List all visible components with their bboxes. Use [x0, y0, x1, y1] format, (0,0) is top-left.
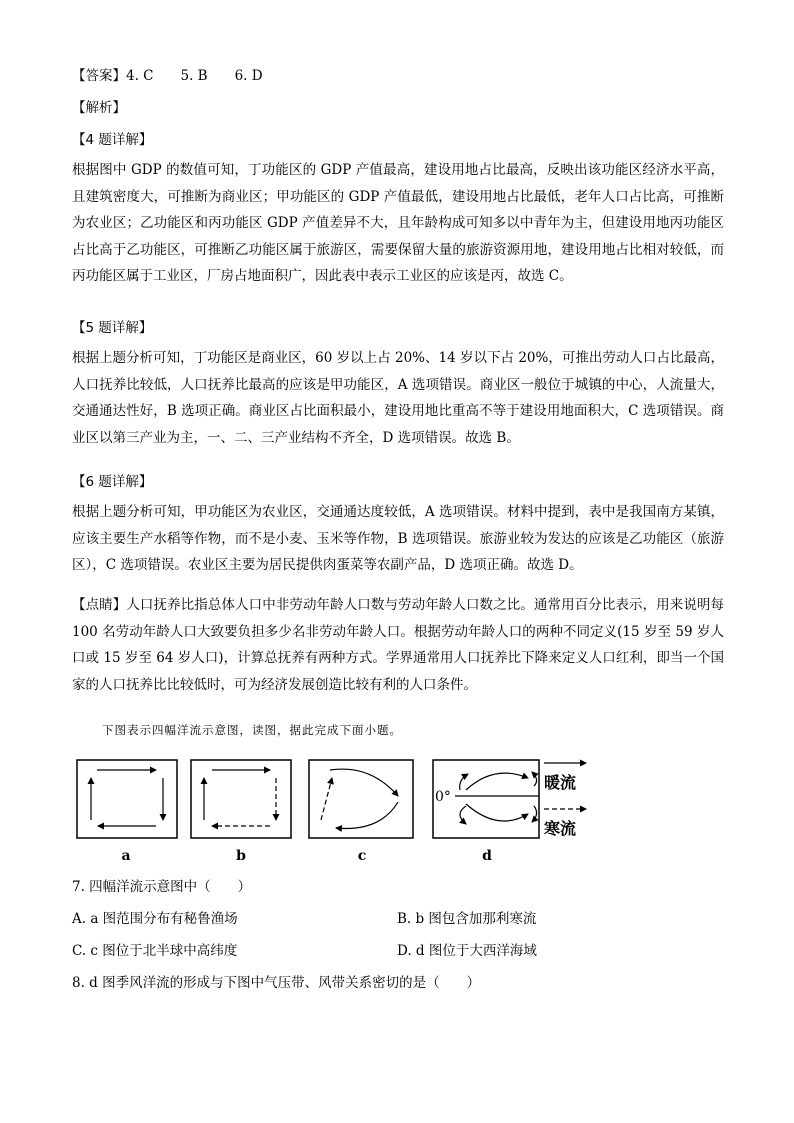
- q4-heading: 【4 题详解】: [72, 132, 153, 148]
- tip-paragraph: [72, 592, 724, 698]
- q4-explanation: 根据图中 GDP 的数值可知，丁功能区的 GDP 产值最高，建设用地占比最高，反映出该功能区经济水平高，且建筑密度大，可推断为商业区；甲功能区的 GDP 产值最低，建设用地占比最低，老年人口占比高，可推断为农业区；乙功能区和丙功能区 GDP 产值差异不大，且年龄构成可知多以中青年为主，但建设用地丙功能区占比高于乙功能区，可推断乙功能区属于旅游区，需要保留大量的旅游资源用地，建设用地占比相对较低，而丙功能区属于工业区，厂房占地面积广，因此表中表示工业区的应该是丙，故选 C。: [72, 162, 724, 284]
- q7-option-a: A. a 图范围分布有秘鲁渔场: [72, 911, 238, 927]
- legend-cold: 寒流: [544, 819, 577, 838]
- label-d: d: [482, 848, 492, 864]
- answer-label: 【答案】: [72, 68, 126, 84]
- tip-text: 人口抚养比指总体人口中非劳动年龄人口数与劳动年龄人口数之比。通常用百分比表示，用来说明每 100 名劳动年龄人口大致要负担多少名非劳动年龄人口。根据劳动年龄人口的两种不同定义(15 岁至 59 岁人口或 15 岁至 64 岁人口)，计算总抚养有两种方式。学界通常用人口抚养比下降来定义人口红利，即当一个国家的人口抚养比比较低时，可为经济发展创造比较有利的人口条件。: [72, 597, 725, 693]
- diagram-b: [191, 760, 291, 838]
- label-b: b: [236, 848, 246, 864]
- diagram-c: [309, 760, 413, 838]
- analysis-label: 【解析】: [72, 100, 126, 116]
- q7-stem: 7. 四幅洋流示意图中（ ）: [72, 879, 252, 895]
- figure-caption: 下图表示四幅洋流示意图，读图，据此完成下面小题。: [102, 723, 402, 737]
- equator-label: 0°: [435, 789, 451, 805]
- label-c: c: [357, 848, 367, 864]
- q7-option-b: B. b 图包含加那利寒流: [397, 911, 537, 927]
- q8-stem: 8. d 图季风洋流的形成与下图中气压带、风带关系密切的是（ ）: [72, 975, 481, 991]
- label-a: a: [121, 848, 131, 864]
- q6-explanation: 根据上题分析可知，甲功能区为农业区，交通通达度较低，A 选项错误。材料中提到，表中是我国南方某镇，应该主要生产水稻等作物，而不是小麦、玉米等作物，B 选项错误。旅游业较为发达的应该是乙功能区（旅游区），C 选项错误。农业区主要为居民提供肉蛋菜等农副产品，D 选项正确。故选 D。: [72, 504, 724, 573]
- diagram-d: [433, 760, 539, 838]
- q6-heading: 【6 题详解】: [72, 474, 153, 490]
- answer-line: [72, 66, 732, 86]
- answer-text: 4. C 5. B 6. D: [126, 68, 263, 84]
- ocean-current-figure: [74, 756, 594, 868]
- q7-option-c: C. c 图位于北半球中高纬度: [72, 943, 238, 959]
- diagram-a: [77, 760, 177, 838]
- legend-warm: 暖流: [544, 773, 577, 792]
- q5-explanation: 根据上题分析可知，丁功能区是商业区，60 岁以上占 20%、14 岁以下占 20%，可推出劳动人口占比最高，人口抚养比较低，人口抚养比最高的应该是甲功能区，A 选项错误。商业区一般位于城镇的中心，人流量大，交通通达性好，B 选项正确。商业区占比面积最小，建设用地比重高不等于建设用地面积大，C 选项错误。商业区以第三产业为主，一、二、三产业结构不齐全，D 选项错误。故选 B。: [72, 350, 724, 446]
- legend: [544, 763, 586, 838]
- q5-heading: 【5 题详解】: [72, 320, 153, 336]
- q7-option-d: D. d 图位于大西洋海域: [397, 943, 537, 959]
- tip-label: 【点睛】: [72, 597, 127, 613]
